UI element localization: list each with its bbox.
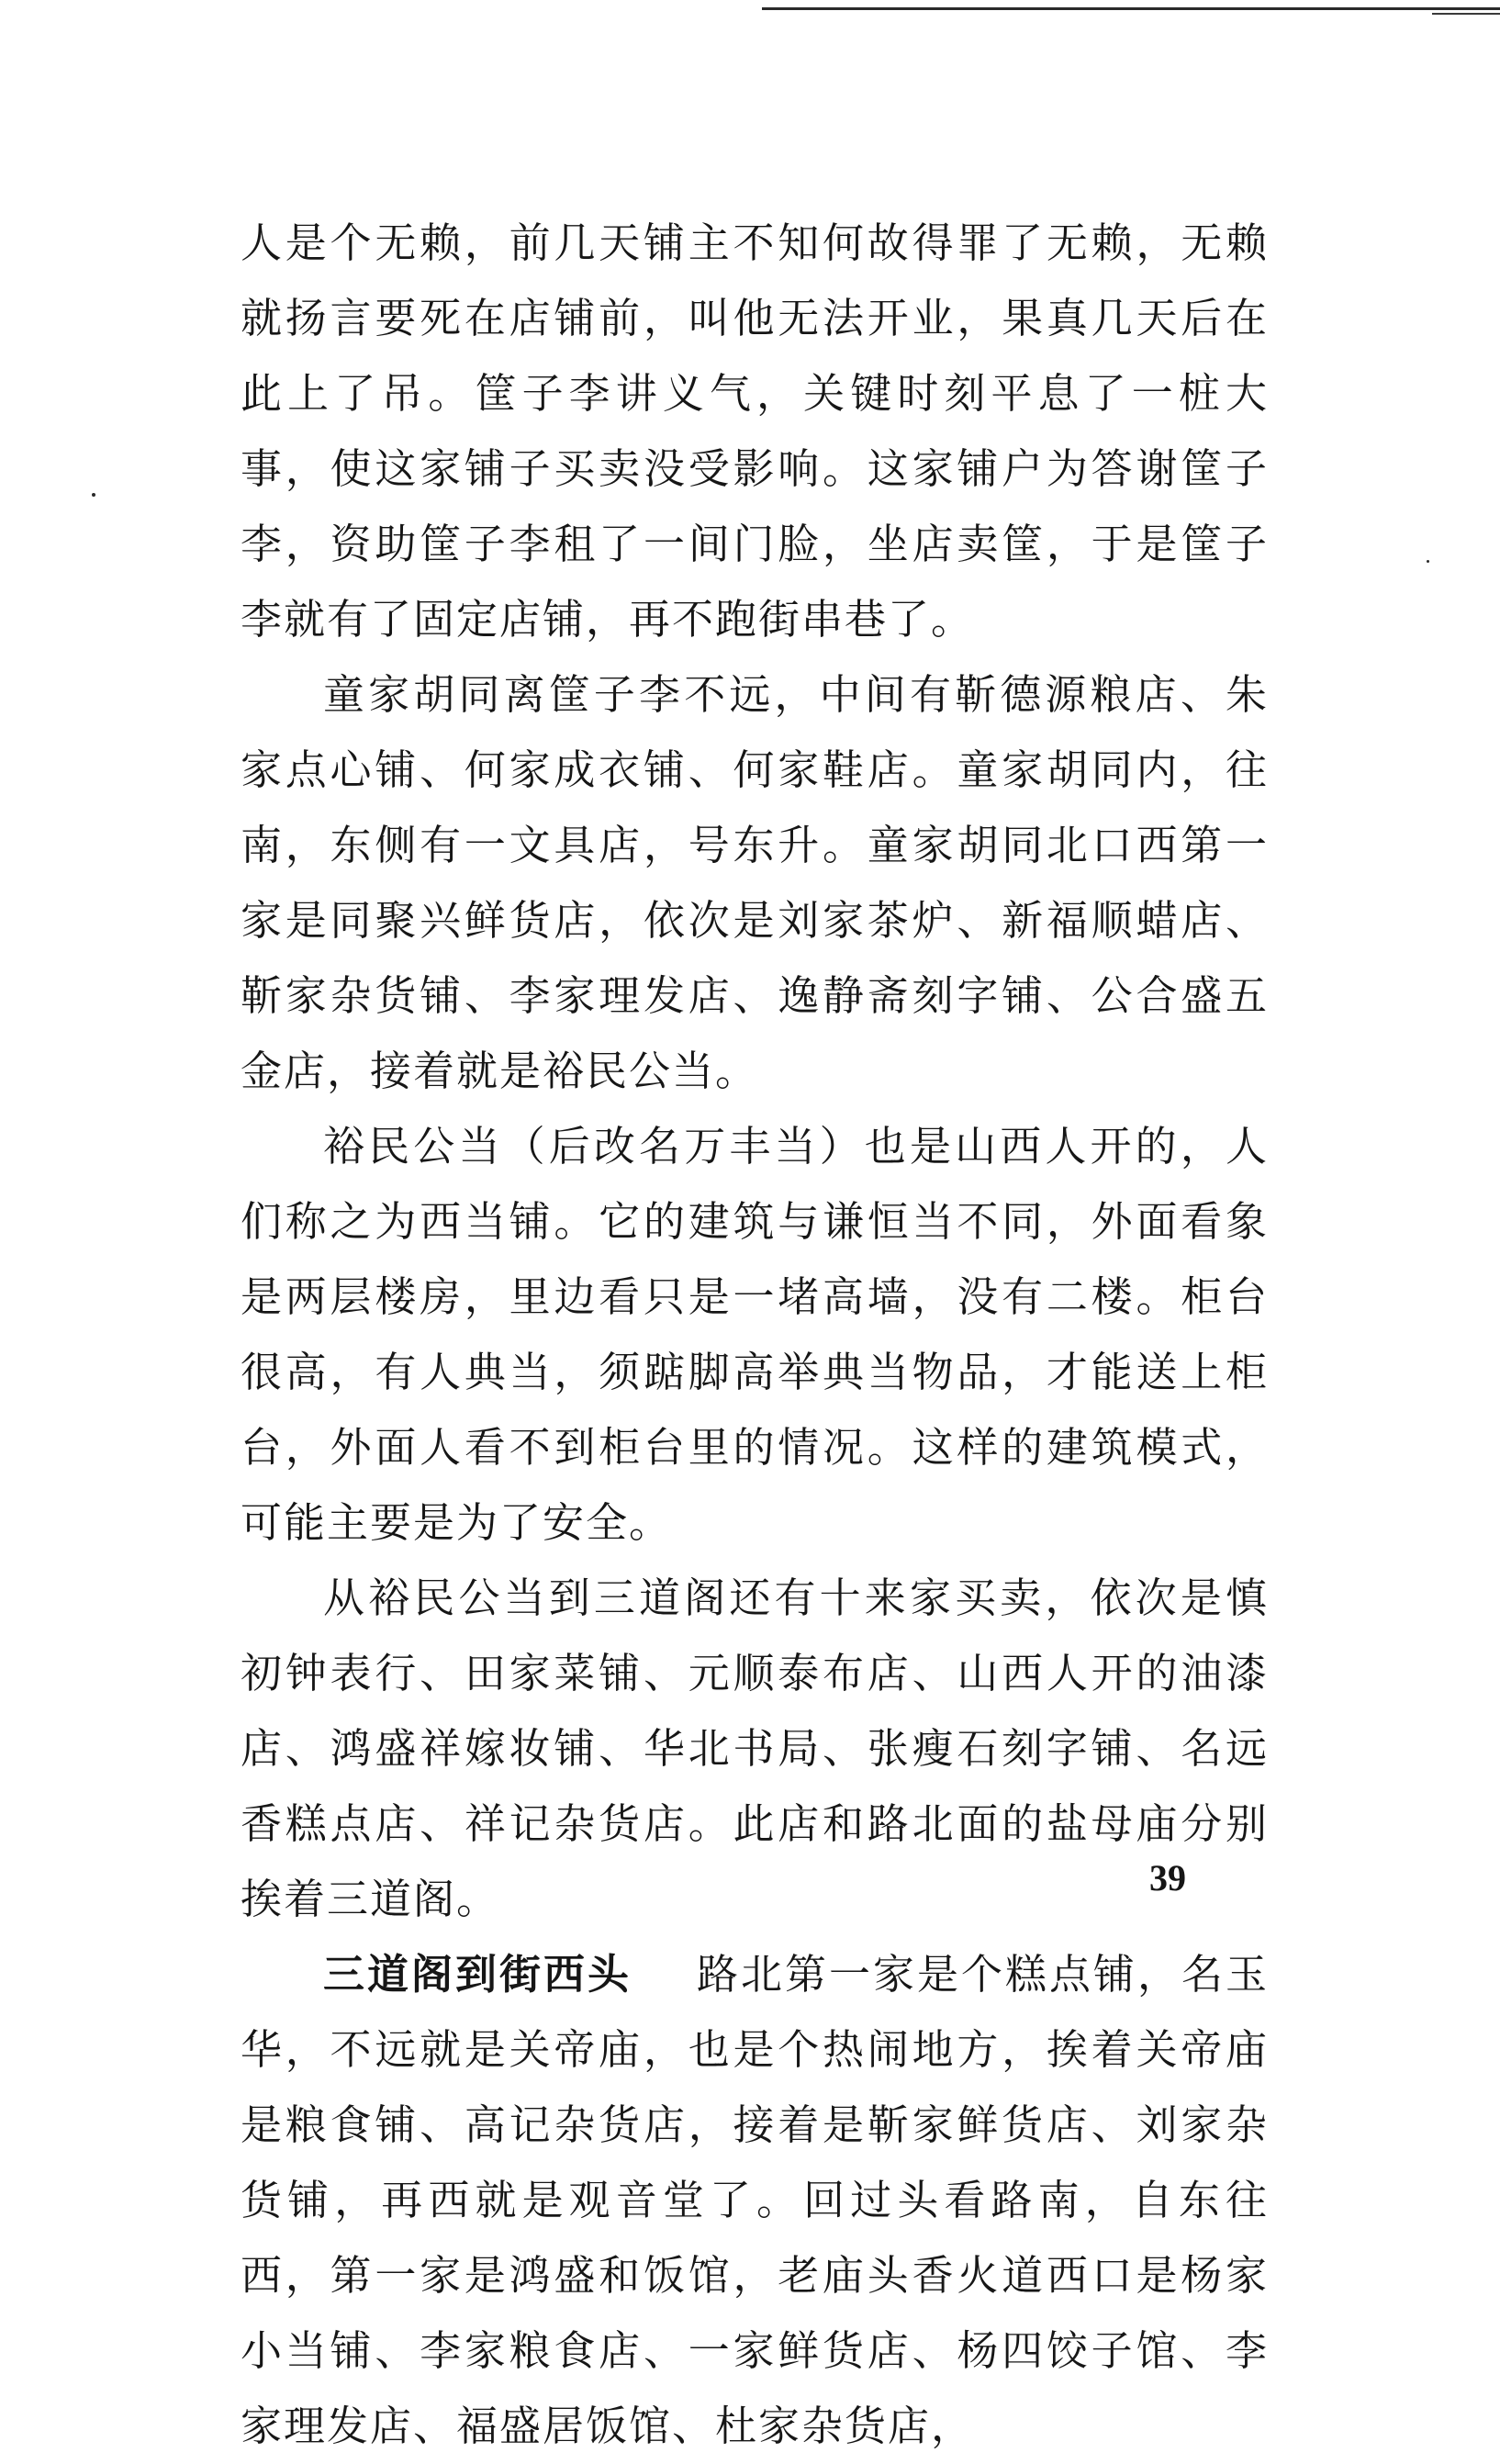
page-body [241, 206, 1269, 2464]
section-heading: 三道阁到街西头 [323, 1950, 632, 1999]
page-number: 39 [1149, 1857, 1186, 1898]
page-top-rule-tail [1432, 13, 1500, 15]
paragraph-3: 裕民公当（后改名万丰当）也是山西人开的，人们称之为西当铺。它的建筑与谦恒当不同，外面看象是两层楼房，里边看只是一堵高墙，没有二楼。柜台很高，有人典当，须踮脚高举典当物品，才能送上柜台，外面人看不到柜台里的情况。这样的建筑模式，可能主要是为了安全。 [241, 1122, 1269, 1547]
paragraph-5 [241, 1937, 1269, 2464]
scan-speck [1427, 560, 1429, 563]
paragraph-1: 人是个无赖，前几天铺主不知何故得罪了无赖，无赖就扬言要死在店铺前，叫他无法开业，果真几天后在此上了吊。筐子李讲义气，关键时刻平息了一桩大事，使这家铺子买卖没受影响。这家铺户为答谢筐子李，资助筐子李租了一间门脸，坐店卖筐，于是筐子李就有了固定店铺，再不跑街串巷了。 [241, 218, 1269, 644]
page-top-rule [762, 7, 1500, 10]
section-text: 路北第一家是个糕点铺，名玉华，不远就是关帝庙，也是个热闹地方，挨着关帝庙是粮食铺、高记杂货店，接着是靳家鲜货店、刘家杂货铺，再西就是观音堂了。回过头看路南，自东往西，第一家是鸿盛和饭馆，老庙头香火道西口是杨家小当铺、李家粮食店、一家鲜货店、杨四饺子馆、李家理发店、福盛居饭馆、杜家杂货店， [241, 1950, 1269, 2450]
paragraph-2: 童家胡同离筐子李不远，中间有靳德源粮店、朱家点心铺、何家成衣铺、何家鞋店。童家胡同内，往南，东侧有一文具店，号东升。童家胡同北口西第一家是同聚兴鲜货店，依次是刘家茶炉、新福顺蜡店、靳家杂货铺、李家理发店、逸静斋刻字铺、公合盛五金店，接着就是裕民公当。 [241, 670, 1269, 1095]
scan-speck [92, 493, 95, 497]
paragraph-4: 从裕民公当到三道阁还有十来家买卖，依次是慎初钟表行、田家菜铺、元顺泰布店、山西人开的油漆店、鸿盛祥嫁妆铺、华北书局、张瘦石刻字铺、名远香糕点店、祥记杂货店。此店和路北面的盐母庙分别挨着三道阁。 [241, 1574, 1269, 1923]
